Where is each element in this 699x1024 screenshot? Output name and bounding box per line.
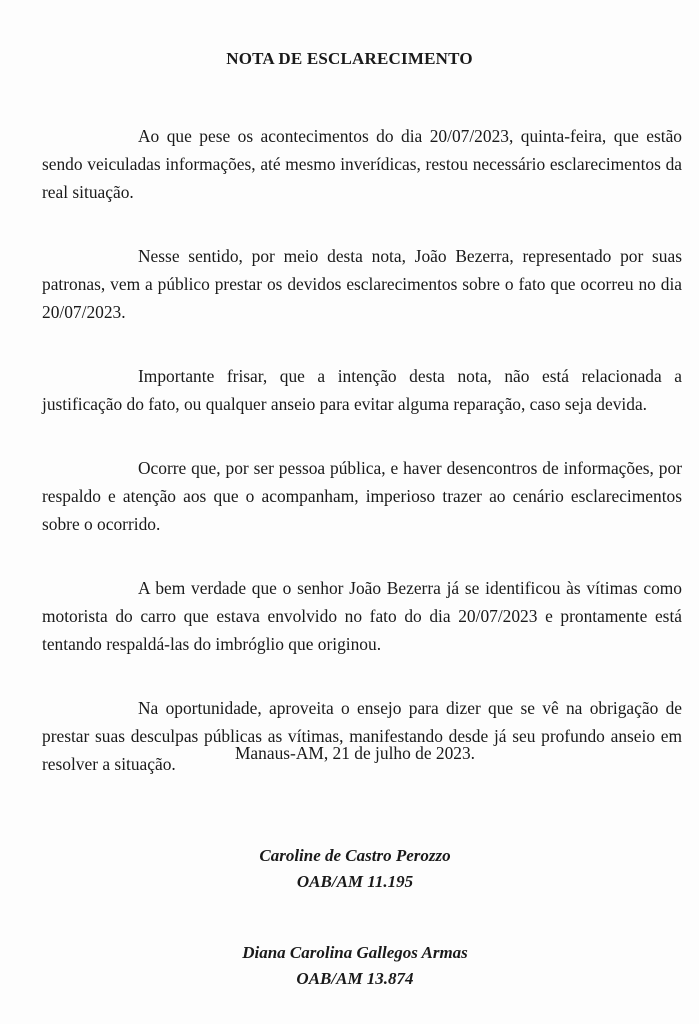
signatory-name: Caroline de Castro Perozzo	[259, 846, 451, 865]
signatory-name: Diana Carolina Gallegos Armas	[242, 943, 468, 962]
signatory-oab: OAB/AM 13.874	[296, 969, 414, 988]
signatory-oab: OAB/AM 11.195	[296, 872, 414, 891]
signature-block-1	[0, 843, 699, 895]
date-line: Manaus-AM, 21 de julho de 2023.	[234, 743, 476, 763]
signature-block-2	[0, 940, 699, 992]
paragraph-6: Na oportunidade, aproveita o ensejo para dizer que se vê na obrigação de prestar suas desculpas públicas as vítimas, manifestando desde já seu profundo anseio em resolver a situação.	[42, 698, 682, 774]
paragraph-3: Importante frisar, que a intenção desta nota, não está relacionada a justificação do fato, ou qualquer anseio para evitar alguma reparação, caso seja devida.	[42, 366, 682, 414]
document-body	[42, 122, 682, 814]
paragraph-5: A bem verdade que o senhor João Bezerra já se identificou às vítimas como motorista do carro que estava envolvido no fato do dia 20/07/2023 e prontamente está tentando respaldá-las do imbróglio que originou.	[42, 578, 682, 654]
paragraph-1: Ao que pese os acontecimentos do dia 20/07/2023, quinta-feira, que estão sendo veiculadas informações, até mesmo inverídicas, restou necessário esclarecimentos da real situação.	[42, 126, 682, 202]
document-title: NOTA DE ESCLARECIMENTO	[226, 49, 473, 68]
paragraph-4: Ocorre que, por ser pessoa pública, e haver desencontros de informações, por respaldo e atenção aos que o acompanham, imperioso trazer ao cenário esclarecimentos sobre o ocorrido.	[42, 458, 682, 534]
paragraph-2: Nesse sentido, por meio desta nota, João Bezerra, representado por suas patronas, vem a público prestar os devidos esclarecimentos sobre o fato que ocorreu no dia 20/07/2023.	[42, 246, 682, 322]
